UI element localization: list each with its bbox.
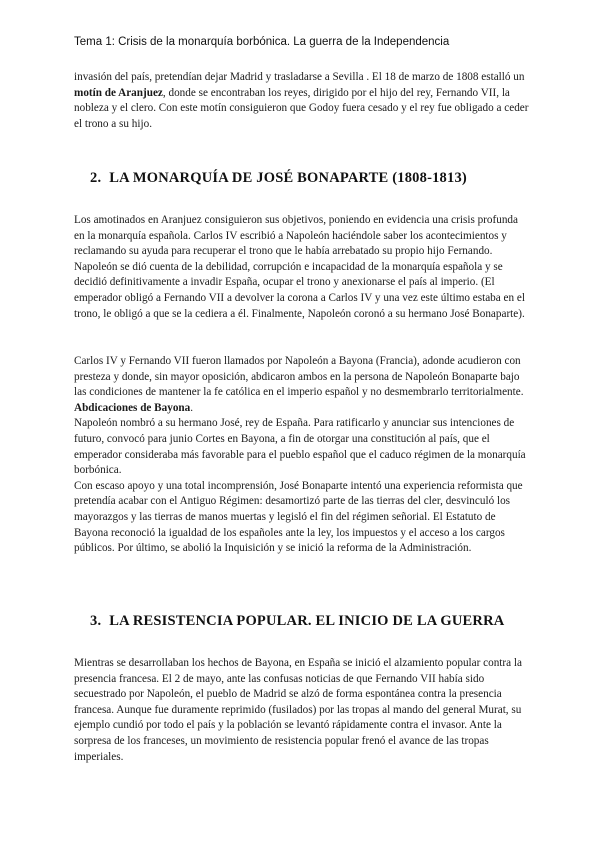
section-2-paragraph-1 bbox=[74, 213, 529, 322]
section-3-title: LA RESISTENCIA POPULAR. EL INICIO DE LA GUERRA bbox=[109, 613, 505, 629]
running-header: Tema 1: Crisis de la monarquía borbónica. La guerra de la Independencia bbox=[74, 36, 450, 48]
section-2-paragraph-1-text: Los amotinados en Aranjuez consiguieron sus objetivos, poniendo en evidencia una crisis profunda en la monarquía española. Carlos IV escribió a Napoleón haciéndole saber los acontecimientos y reclamando su ayuda para recuperar el trono que le había arrebatado su propio hijo Fernando. Napoleón se dió cuenta de la debilidad, corrupción e incapacidad de la monarquía española y se decidió definitivamente a invadir España, ocupar el trono y anexionarse el país al imperio. (El emperador obligó a Fernando VII a devolver la corona a Carlos IV y una vez este último estaba en el trono, le obligó a que se la cediera a él. Finalmente, Napoleón coronó a su hermano José Bonaparte). bbox=[74, 214, 525, 320]
section-3-number: 3. bbox=[90, 613, 102, 629]
section-3-paragraph-1-text: Mientras se desarrollaban los hechos de Bayona, en España se inició el alzamiento popular contra la presencia francesa. El 2 de mayo, ante las confusas noticias de que Fernando VII había sido secuestrado por Napoleón, el pueblo de Madrid se alzó de forma espontánea contra la presencia francesa. Aunque fue duramente reprimido (fusilados) por las tropas al mando del general Murat, su ejemplo cundió por todo el país y la población se levantó rápidamente contra el invasor. Ante la sorpresa de los franceses, un movimiento de resistencia popular frenó el avance de las tropas imperiales. bbox=[74, 657, 522, 763]
section-3-paragraph-1 bbox=[74, 656, 529, 765]
intro-text-end: , donde se encontraban los reyes, dirigido por el hijo del rey, Fernando VII, la nobleza y el clero. Con este motín consiguieron que Godoy fuera cesado y el rey fue obligado a ceder el trono a su hijo. bbox=[74, 86, 529, 130]
section-2-paragraph-2-end: . bbox=[190, 401, 194, 414]
section-2-title: LA MONARQUÍA DE JOSÉ BONAPARTE (1808-1813) bbox=[109, 170, 467, 186]
section-2-paragraph-2-text: Carlos IV y Fernando VII fueron llamados por Napoleón a Bayona (Francia), adonde acudieron con presteza y donde, sin mayor oposición, abdicaron ambos en la persona de Napoleón Bonaparte bajo las condiciones de mantener la fe católica en el imperio español y no desmembrarlo territorialmente. bbox=[74, 355, 524, 399]
section-2-heading bbox=[90, 170, 467, 187]
motin-aranjuez-term: motín de Aranjuez bbox=[74, 86, 163, 99]
section-2-paragraph-3: Napoleón nombró a su hermano José, rey de España. Para ratificarlo y anunciar sus intenciones de futuro, convocó para junio Cortes en Bayona, a fin de otorgar una constitución al país, que el emperador consideraba más favorable para el pueblo español que el caduco régimen de la monarquía borbónica. bbox=[74, 417, 526, 477]
section-2-number: 2. bbox=[90, 170, 102, 186]
intro-paragraph bbox=[74, 70, 529, 132]
section-3-heading bbox=[90, 613, 504, 630]
abdicaciones-bayona-term: Abdicaciones de Bayona bbox=[74, 401, 191, 414]
intro-text-start: invasión del país, pretendían dejar Madrid y trasladarse a Sevilla . El 18 de marzo de 1808 estalló un bbox=[74, 71, 525, 83]
section-2-paragraph-2 bbox=[74, 354, 529, 557]
section-2-paragraph-4: Con escaso apoyo y una total incomprensión, José Bonaparte intentó una experiencia reformista que pretendía acabar con el Antiguo Régimen: desamortizó parte de las tierras del cler, desvinculó los mayorazgos y las tierras de manos muertas y legisló el fin del régimen señorial. El Estatuto de Bayona reconoció la igualdad de los españoles ante la ley, los impuestos y el acceso a los cargos públicos. Por último, se abolió la Inquisición y se inició la reforma de la Administración. bbox=[74, 479, 523, 555]
